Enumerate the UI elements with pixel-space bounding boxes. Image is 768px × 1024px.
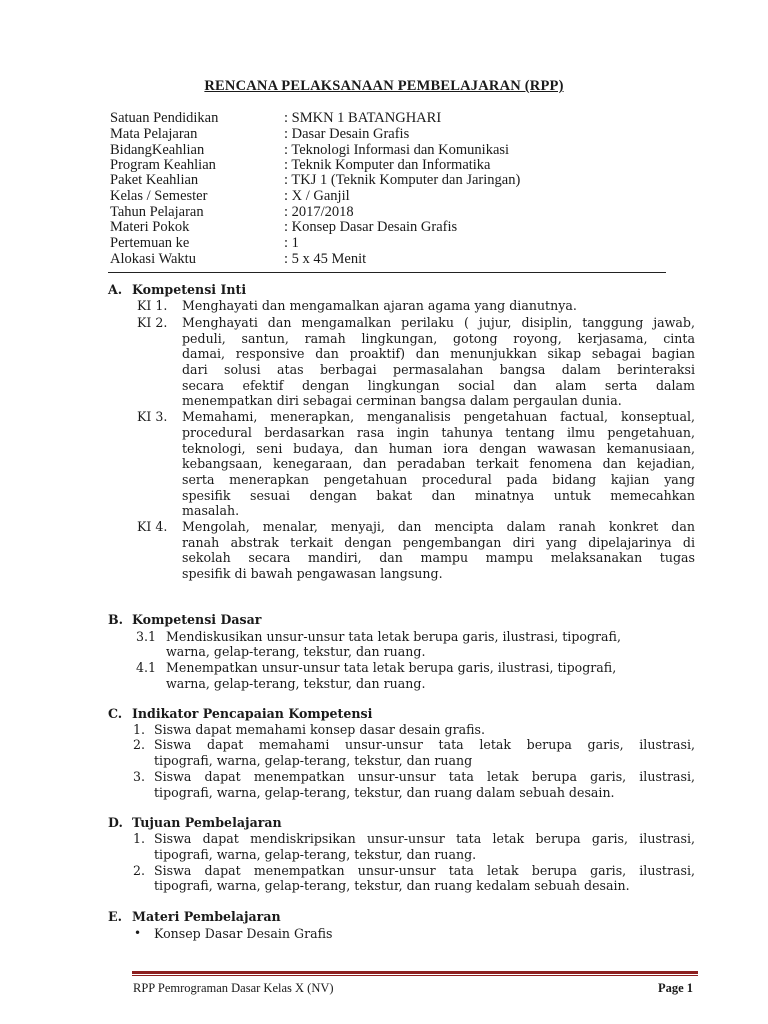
ki-label: KI 3.	[137, 409, 168, 424]
identity-value: : Dasar Desain Grafis	[284, 126, 410, 142]
footer-rule-thick	[132, 971, 698, 974]
page-number: Page 1	[658, 981, 694, 995]
footer-rule-thin	[132, 975, 698, 976]
indikator-line: Siswa dapat menempatkan unsur-unsur tata letak berupa garis, ilustrasi,	[154, 769, 695, 784]
tujuan-line: Siswa dapat mendiskripsikan unsur-unsur tata letak berupa garis, ilustrasi,	[154, 831, 695, 846]
identity-key: Materi Pokok	[110, 219, 190, 235]
identity-value: : Teknik Komputer dan Informatika	[284, 157, 491, 173]
identity-key: Kelas / Semester	[110, 188, 208, 204]
ki-line: Menghayati dan mengamalkan ajaran agama yang dianutnya.	[182, 298, 577, 313]
ki-line: spesifik sesuai dengan bakat dan minatnya untuk memecahkan	[182, 488, 695, 503]
section-d-heading	[108, 815, 282, 830]
kd-label: 3.1	[136, 629, 157, 644]
page-title: RENCANA PELAKSANAAN PEMBELAJARAN (RPP)	[204, 78, 564, 94]
identity-key: Mata Pelajaran	[110, 126, 198, 142]
footer-left-text: RPP Pemrograman Dasar Kelas X (NV)	[133, 981, 334, 995]
ki-line: spesifik di bawah pengawasan langsung.	[182, 566, 443, 581]
ki-line: damai, responsive dan proaktif) dan menunjukkan sikap sebagai bagian	[182, 346, 695, 361]
identity-value: : TKJ 1 (Teknik Komputer dan Jaringan)	[284, 172, 521, 188]
section-letter: D.	[108, 815, 123, 830]
section-letter: A.	[108, 282, 123, 297]
section-e-heading	[108, 909, 281, 924]
section-a-heading	[108, 282, 246, 297]
section-title: Indikator Pencapaian Kompetensi	[132, 706, 373, 721]
indikator-label: 1.	[133, 722, 146, 737]
tujuan-line: tipografi, warna, gelap-terang, tekstur, dan ruang kedalam sebuah desain.	[154, 878, 630, 893]
ki-line: procedural berdasarkan rasa ingin tahunya tentang ilmu pengetahuan,	[182, 425, 695, 440]
ki-line: ranah abstrak terkait dengan pengembangan diri yang dipelajarinya di	[182, 535, 695, 550]
tujuan-label: 2.	[133, 863, 146, 878]
bullet-icon: •	[134, 926, 142, 940]
indikator-line: tipografi, warna, gelap-terang, tekstur, dan ruang	[154, 753, 473, 768]
ki-line: sekolah secara mandiri, dan mampu mampu melaksanakan tugas	[182, 550, 695, 565]
section-title: Kompetensi Dasar	[132, 612, 262, 627]
section-letter: B.	[108, 612, 124, 627]
identity-value: : 1	[284, 235, 299, 251]
kd-line: warna, gelap-terang, tekstur, dan ruang.	[166, 676, 426, 691]
kd-line: Menempatkan unsur-unsur tata letak berupa garis, ilustrasi, tipografi,	[166, 660, 617, 675]
indikator-line: Siswa dapat memahami unsur-unsur tata letak berupa garis, ilustrasi,	[154, 737, 695, 752]
tujuan-label: 1.	[133, 831, 146, 846]
section-title: Materi Pembelajaran	[132, 909, 281, 924]
ki-label: KI 4.	[137, 519, 168, 534]
identity-value: : 5 x 45 Menit	[284, 251, 367, 267]
ki-line: secara efektif dengan lingkungan social dan alam serta dalam	[182, 378, 695, 393]
kd-label: 4.1	[136, 660, 157, 675]
section-letter: E.	[108, 909, 122, 924]
identity-key: Pertemuan ke	[110, 235, 190, 251]
identity-value: : Konsep Dasar Desain Grafis	[284, 219, 458, 235]
identity-value: : Teknologi Informasi dan Komunikasi	[284, 142, 510, 158]
identity-key: Satuan Pendidikan	[110, 110, 219, 126]
indikator-line: Siswa dapat memahami konsep dasar desain grafis.	[154, 722, 486, 737]
identity-key: Program Keahlian	[110, 157, 216, 173]
tujuan-line: tipografi, warna, gelap-terang, tekstur, dan ruang.	[154, 847, 477, 862]
ki-line: dari solusi atas berbagai permasalahan bangsa dalam berinteraksi	[182, 362, 695, 377]
ki-line: peduli, santun, ramah lingkungan, gotong royong, kerjasama, cinta	[182, 331, 695, 346]
identity-value: : 2017/2018	[284, 204, 354, 220]
ki-line: kebangsaan, kenegaraan, dan peradaban terkait fenomena dan kejadian,	[182, 456, 695, 471]
ki-label: KI 1.	[137, 298, 168, 313]
indikator-line: tipografi, warna, gelap-terang, tekstur, dan ruang dalam sebuah desain.	[154, 785, 615, 800]
ki-line: serta menerapkan pengetahuan procedural pada bidang kajian yang	[182, 472, 695, 487]
section-c-heading	[108, 706, 372, 721]
identity-key: BidangKeahlian	[110, 142, 205, 158]
identity-value: : X / Ganjil	[284, 188, 350, 204]
ki-label: KI 2.	[137, 315, 168, 330]
kd-line: Mendiskusikan unsur-unsur tata letak berupa garis, ilustrasi, tipografi,	[166, 629, 621, 644]
identity-value: : SMKN 1 BATANGHARI	[284, 110, 442, 126]
indikator-label: 3.	[133, 769, 146, 784]
materi-item: Konsep Dasar Desain Grafis	[154, 926, 333, 941]
ki-line: masalah.	[182, 503, 240, 518]
kd-line: warna, gelap-terang, tekstur, dan ruang.	[166, 644, 426, 659]
ki-line: menempatkan diri sebagai cerminan bangsa dalam pergaulan dunia.	[182, 393, 622, 408]
identity-key: Alokasi Waktu	[110, 251, 196, 267]
identity-key: Paket Keahlian	[110, 172, 199, 188]
identity-key: Tahun Pelajaran	[110, 204, 204, 220]
ki-line: Mengolah, menalar, menyaji, dan mencipta dalam ranah konkret dan	[182, 519, 695, 534]
tujuan-line: Siswa dapat menempatkan unsur-unsur tata letak berupa garis, ilustrasi,	[154, 863, 695, 878]
ki-line: teknologi, seni budaya, dan human iora dengan wawasan kemanusiaan,	[182, 441, 695, 456]
header-divider	[108, 272, 666, 273]
section-letter: C.	[108, 706, 123, 721]
ki-line: Menghayati dan mengamalkan perilaku ( jujur, disiplin, tanggung jawab,	[182, 315, 695, 330]
section-title: Kompetensi Inti	[132, 282, 247, 297]
indikator-label: 2.	[133, 737, 146, 752]
ki-line: Memahami, menerapkan, menganalisis pengetahuan factual, konseptual,	[182, 409, 695, 424]
section-b-heading	[108, 612, 261, 627]
section-title: Tujuan Pembelajaran	[132, 815, 282, 830]
